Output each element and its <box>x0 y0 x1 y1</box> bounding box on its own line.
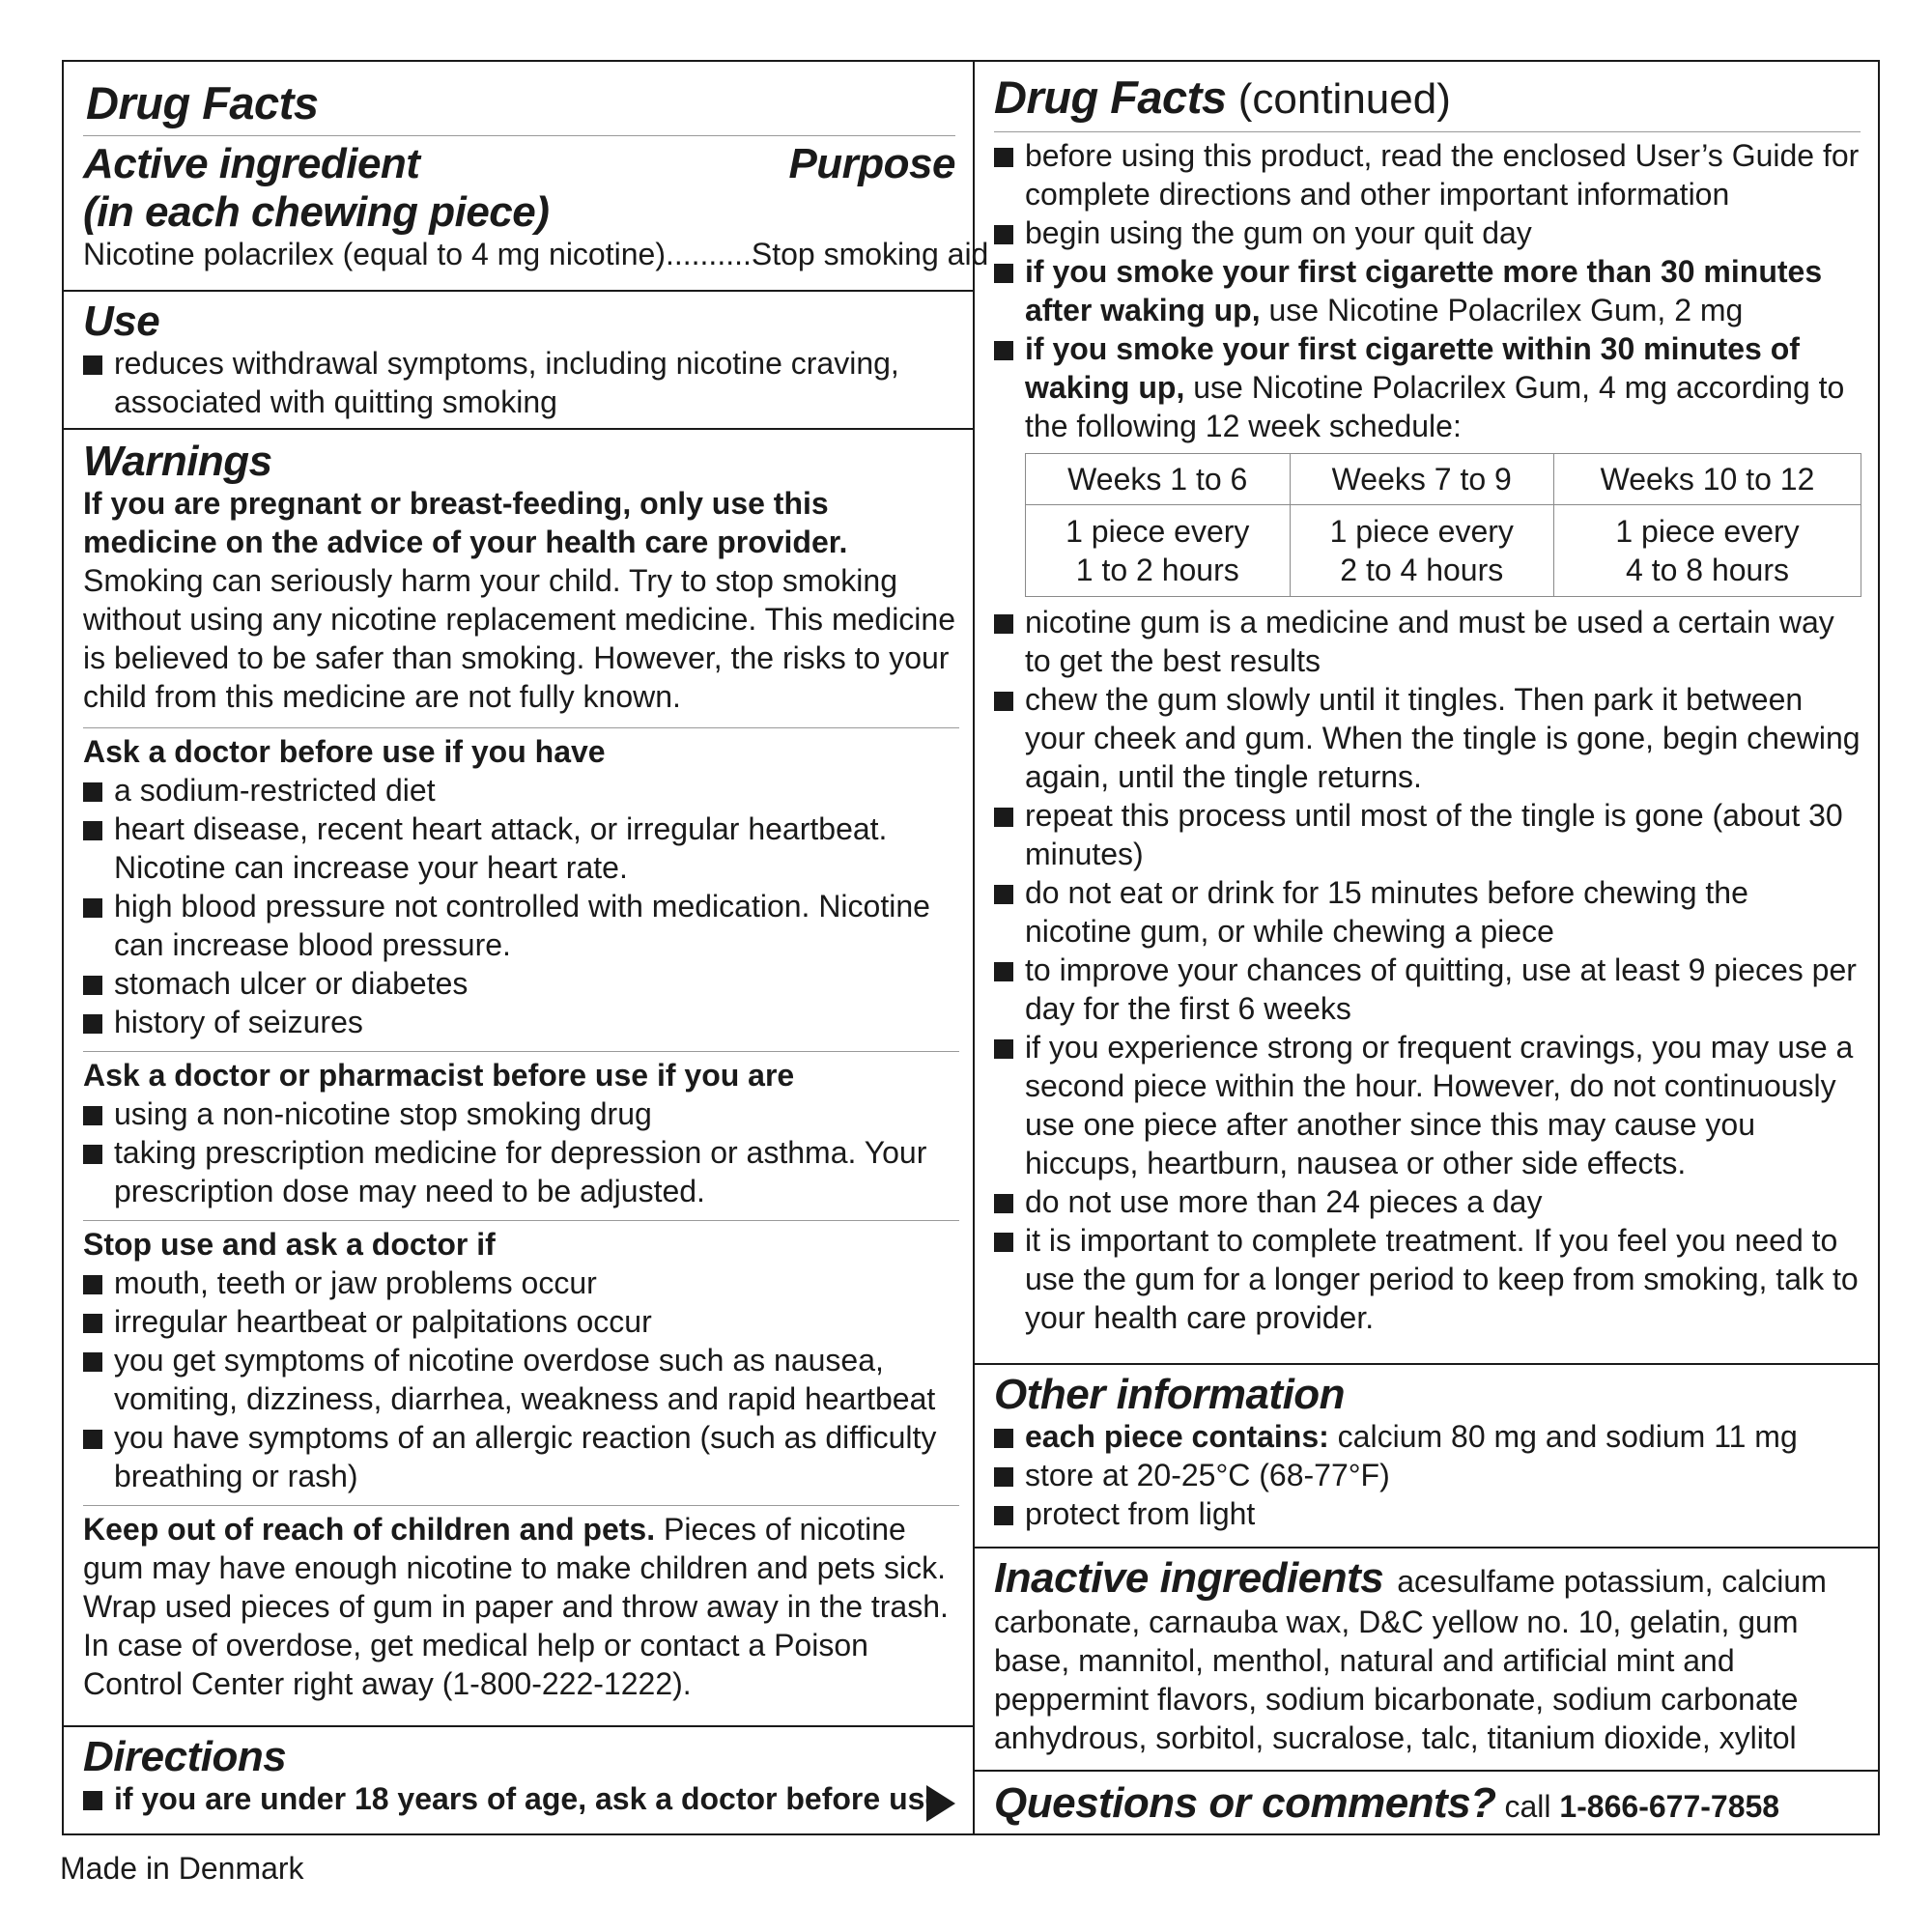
ask-pharmacist-heading: Ask a doctor or pharmacist before use if you are <box>83 1058 795 1093</box>
use-heading: Use <box>83 298 160 345</box>
directions-item-bold: if you smoke your first cigarette within 30 minutes of waking up, <box>1025 331 1800 405</box>
divider <box>83 1051 959 1052</box>
schedule-value-line: 1 piece every <box>1065 514 1250 549</box>
schedule-value-cell <box>1554 505 1861 597</box>
other-information-item-text: calcium 80 mg and sodium 11 mg <box>1328 1419 1798 1454</box>
country-of-origin: Made in Denmark <box>60 1851 304 1886</box>
stop-use-item: mouth, teeth or jaw problems occur <box>83 1264 955 1302</box>
stop-use-item: irregular heartbeat or palpitations occur <box>83 1302 955 1341</box>
directions-heading: Directions <box>83 1733 287 1780</box>
active-ingredient-subheading: (in each chewing piece) <box>83 188 550 236</box>
questions-heading: Questions or comments? <box>994 1779 1496 1827</box>
ask-pharmacist-item: taking prescription medicine for depression or asthma. Your prescription dose may need to be adjusted. <box>83 1133 955 1210</box>
other-information-item: store at 20-25°C (68-77°F) <box>994 1456 1861 1494</box>
directions-item: begin using the gum on your quit day <box>994 213 1861 252</box>
warnings-section <box>64 428 973 1725</box>
directions-item: to improve your chances of quitting, use at least 9 pieces per day for the first 6 weeks <box>994 951 1861 1028</box>
right-column <box>973 62 1878 1833</box>
ask-doctor-item: stomach ulcer or diabetes <box>83 964 955 1003</box>
schedule-value-row <box>1026 505 1861 597</box>
continued-title-rest: (continued) <box>1226 75 1451 123</box>
directions-item: it is important to complete treatment. If you feel you need to use the gum for a longer period to keep from smoking, talk to your health care provider. <box>994 1221 1861 1337</box>
questions-section <box>975 1770 1878 1833</box>
use-section <box>64 290 973 428</box>
questions-line <box>994 1779 1861 1831</box>
directions-item: do not use more than 24 pieces a day <box>994 1182 1861 1221</box>
schedule-header-cell: Weeks 7 to 9 <box>1290 454 1554 505</box>
directions-item-bold: if you smoke your first cigarette more than 30 minutes after waking up, <box>1025 254 1823 327</box>
questions-phone-number: 1-866-677-7858 <box>1559 1789 1780 1824</box>
directions-continued-section <box>975 62 1878 1363</box>
directions-item: if you experience strong or frequent cravings, you may use a second piece within the hour. However, do not continuously use one piece after another since this may cause you hiccups, heartburn, nausea or other side effects. <box>994 1028 1861 1182</box>
drug-facts-continued-title <box>994 71 1861 126</box>
schedule-header-cell: Weeks 1 to 6 <box>1026 454 1291 505</box>
left-column <box>64 62 989 1833</box>
pregnancy-warning-bold: If you are pregnant or breast-feeding, only use this medicine on the advice of your health care provider. <box>83 486 848 559</box>
directions-item: if you are under 18 years of age, ask a doctor before use <box>83 1779 955 1818</box>
directions-item: chew the gum slowly until it tingles. Then park it between your cheek and gum. When the tingle is gone, begin chewing again, until the tingle returns. <box>994 680 1861 796</box>
directions-section <box>64 1725 973 1833</box>
directions-item: repeat this process until most of the tingle is gone (about 30 minutes) <box>994 796 1861 873</box>
pregnancy-warning-text: Smoking can seriously harm your child. Try to stop smoking without using any nicotine replacement medicine. This medicine is believed to be safer than smoking. However, the risks to your child from this medicine are not fully known. <box>83 563 955 714</box>
directions-item: before using this product, read the enclosed User’s Guide for complete directions and other important information <box>994 136 1861 213</box>
ask-doctor-item: history of seizures <box>83 1003 955 1041</box>
other-information-item-bold: each piece contains: <box>1025 1419 1329 1454</box>
drug-facts-title: Drug Facts <box>86 77 319 128</box>
ask-doctor-heading: Ask a doctor before use if you have <box>83 734 606 769</box>
dosing-schedule-table <box>1025 453 1861 597</box>
schedule-value-cell <box>1290 505 1554 597</box>
warnings-heading: Warnings <box>83 438 272 485</box>
keep-out-warning-text: Pieces of nicotine gum may have enough nicotine to make children and pets sick. Wrap used pieces of gum in paper and throw away in the trash. In case of overdose, get medical help or contact a Poison Control Center right away (1-800-222-1222). <box>83 1512 949 1701</box>
directions-item: nicotine gum is a medicine and must be used a certain way to get the best results <box>994 603 1861 680</box>
directions-item <box>994 329 1861 445</box>
ingredient-line: Nicotine polacrilex (equal to 4 mg nicotine)..........Stop smoking aid <box>83 237 989 271</box>
schedule-header-cell: Weeks 10 to 12 <box>1554 454 1861 505</box>
divider <box>83 1505 959 1506</box>
directions-item-text: use Nicotine Polacrilex Gum, 2 mg <box>1260 293 1744 327</box>
keep-out-warning <box>83 1510 955 1703</box>
schedule-header-row <box>1026 454 1861 505</box>
ask-pharmacist-item: using a non-nicotine stop smoking drug <box>83 1094 955 1133</box>
continued-title-bold: Drug Facts <box>994 71 1227 123</box>
schedule-value-line: 4 to 8 hours <box>1626 553 1789 587</box>
other-information-heading: Other information <box>994 1371 1346 1418</box>
directions-item: do not eat or drink for 15 minutes before chewing the nicotine gum, or while chewing a piece <box>994 873 1861 951</box>
purpose-heading: Purpose <box>788 140 955 187</box>
schedule-value-line: 1 to 2 hours <box>1075 553 1239 587</box>
active-ingredient-heading: Active ingredient <box>83 140 420 187</box>
keep-out-warning-bold: Keep out of reach of children and pets. <box>83 1512 656 1547</box>
directions-item-text: use Nicotine Polacrilex Gum, 4 mg according to the following 12 week schedule: <box>1025 370 1845 443</box>
schedule-value-line: 1 piece every <box>1615 514 1800 549</box>
use-item: reduces withdrawal symptoms, including nicotine craving, associated with quitting smoking <box>83 344 955 421</box>
other-information-item <box>994 1417 1861 1456</box>
ask-doctor-item: a sodium-restricted diet <box>83 771 955 810</box>
drug-facts-panel <box>62 60 1880 1835</box>
inactive-ingredients-section <box>975 1547 1878 1770</box>
pregnancy-warning <box>83 484 955 716</box>
stop-use-item: you have symptoms of an allergic reaction (such as difficulty breathing or rash) <box>83 1418 955 1495</box>
inactive-ingredients-text: acesulfame potassium, calcium carbonate, carnauba wax, D&C yellow no. 10, gelatin, gum base, mannitol, menthol, natural and artificial mint and peppermint flavors, sodium bicarbonate, sodium carbonate anhydrous, sorbitol, sucralose, talc, titanium dioxide, xylitol <box>994 1564 1827 1755</box>
other-information-section <box>975 1363 1878 1547</box>
stop-use-heading: Stop use and ask a doctor if <box>83 1227 496 1262</box>
divider <box>83 727 959 728</box>
active-ingredient-section <box>64 62 989 290</box>
ask-doctor-item: heart disease, recent heart attack, or irregular heartbeat. Nicotine can increase your heart rate. <box>83 810 955 887</box>
continue-arrow-icon <box>926 1785 955 1822</box>
directions-item <box>994 252 1861 329</box>
schedule-value-line: 2 to 4 hours <box>1340 553 1504 587</box>
questions-call-label: call <box>1504 1789 1551 1824</box>
schedule-value-cell <box>1026 505 1291 597</box>
ask-doctor-item: high blood pressure not controlled with medication. Nicotine can increase blood pressure. <box>83 887 955 964</box>
divider <box>83 1220 959 1221</box>
inactive-ingredients <box>994 1554 1861 1757</box>
other-information-item: protect from light <box>994 1494 1861 1533</box>
schedule-value-line: 1 piece every <box>1329 514 1514 549</box>
stop-use-item: you get symptoms of nicotine overdose such as nausea, vomiting, dizziness, diarrhea, weakness and rapid heartbeat <box>83 1341 955 1418</box>
inactive-ingredients-heading: Inactive ingredients <box>994 1554 1384 1602</box>
